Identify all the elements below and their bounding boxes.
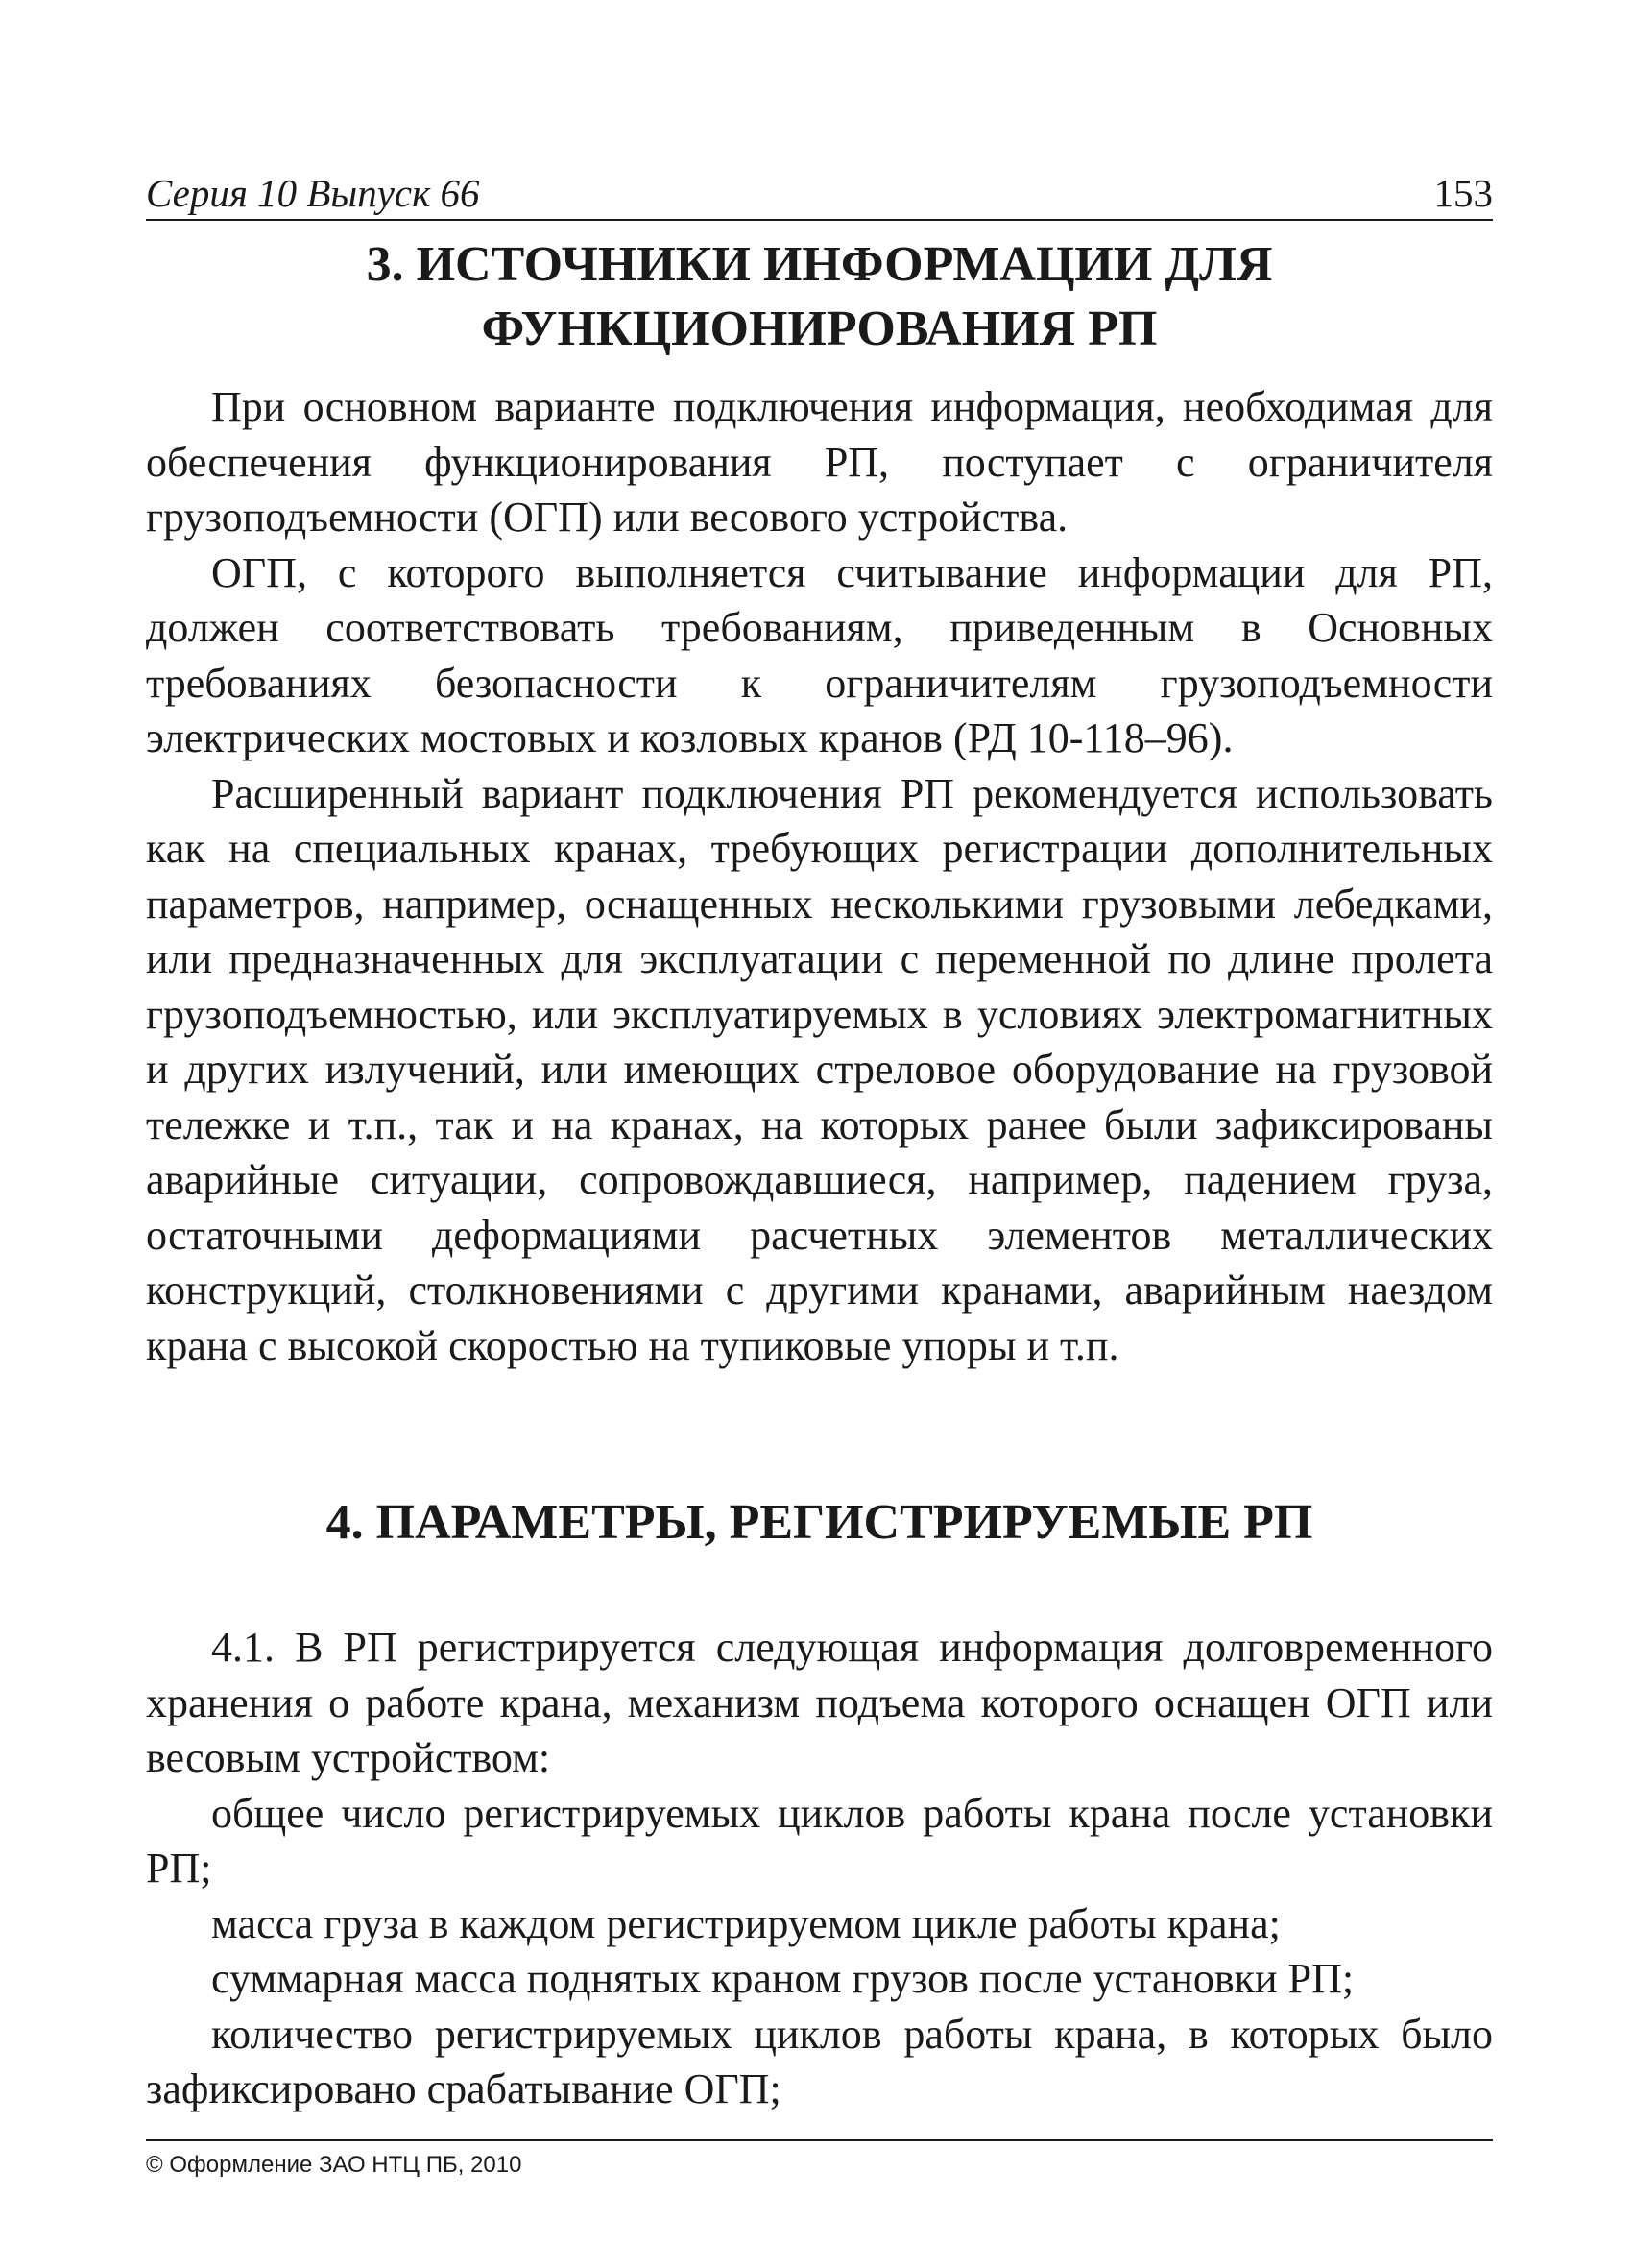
series-title: Серия 10 Выпуск 66 — [146, 171, 480, 215]
section-4-intro: 4.1. В РП регистрируется следующая информация долговременного хранения о работе крана, механизм подъема которого оснащен ОГП или весовым устройством: — [146, 1624, 1493, 1781]
list-item: общее число регистрируемых циклов работы крана после установки РП; — [146, 1789, 1493, 1892]
running-header — [146, 161, 1493, 221]
section-3-heading — [146, 232, 1493, 361]
paragraph: ОГП, с которого выполняется считывание информации для РП, должен соответствовать требованиям, приведенным в Основных требованиях безопасности к ограничителям грузоподъемности электрических мостовых и козловых кранов (РД 10-118–96). — [146, 548, 1493, 761]
page-number: 153 — [1433, 171, 1493, 215]
footer-divider — [146, 2139, 1493, 2141]
section-4-body — [146, 1620, 1493, 2117]
section-3-heading-line-2: ФУНКЦИОНИРОВАНИЯ РП — [481, 302, 1158, 356]
paragraph: Расширенный вариант подключения РП рекомендуется использовать как на специальных кранах, требующих регистрации дополнительных параметров, например, оснащенных несколькими грузовыми лебедками, или предназначенных для эксплуатации с переменной по длине пролета грузоподъемностью, или эксплуатируемых в условиях электромагнитных и других излучений, или имеющих стреловое оборудование на грузовой тележке и т.п., так и на кранах, на которых ранее были зафиксированы аварийные ситуации, сопровождавшиеся, например, падением груза, остаточными деформациями расчетных элементов металлических конструкций, столкновениями с другими кранами, аварийным наездом крана с высокой скоростью на тупиковые упоры и т.п. — [146, 769, 1493, 1369]
footer-copyright: © Оформление ЗАО НТЦ ПБ, 2010 — [146, 2152, 522, 2178]
section-3-heading-line-1: 3. ИСТОЧНИКИ ИНФОРМАЦИИ ДЛЯ — [366, 237, 1273, 292]
list-item: суммарная масса поднятых краном грузов после установки РП; — [211, 1955, 1355, 2002]
list-item: количество регистрируемых циклов работы крана, в которых было зафиксировано срабатывание ОГП; — [146, 2010, 1493, 2112]
section-3-body — [146, 379, 1493, 1373]
paragraph: При основном варианте подключения информация, необходимая для обеспечения функционирования РП, поступает с ограничителя грузоподъемности (ОГП) или весового устройства. — [146, 383, 1493, 541]
list-item: масса груза в каждом регистрируемом цикле работы крана; — [211, 1899, 1281, 1947]
section-4-heading: 4. ПАРАМЕТРЫ, РЕГИСТРИРУЕМЫЕ РП — [325, 1495, 1313, 1550]
